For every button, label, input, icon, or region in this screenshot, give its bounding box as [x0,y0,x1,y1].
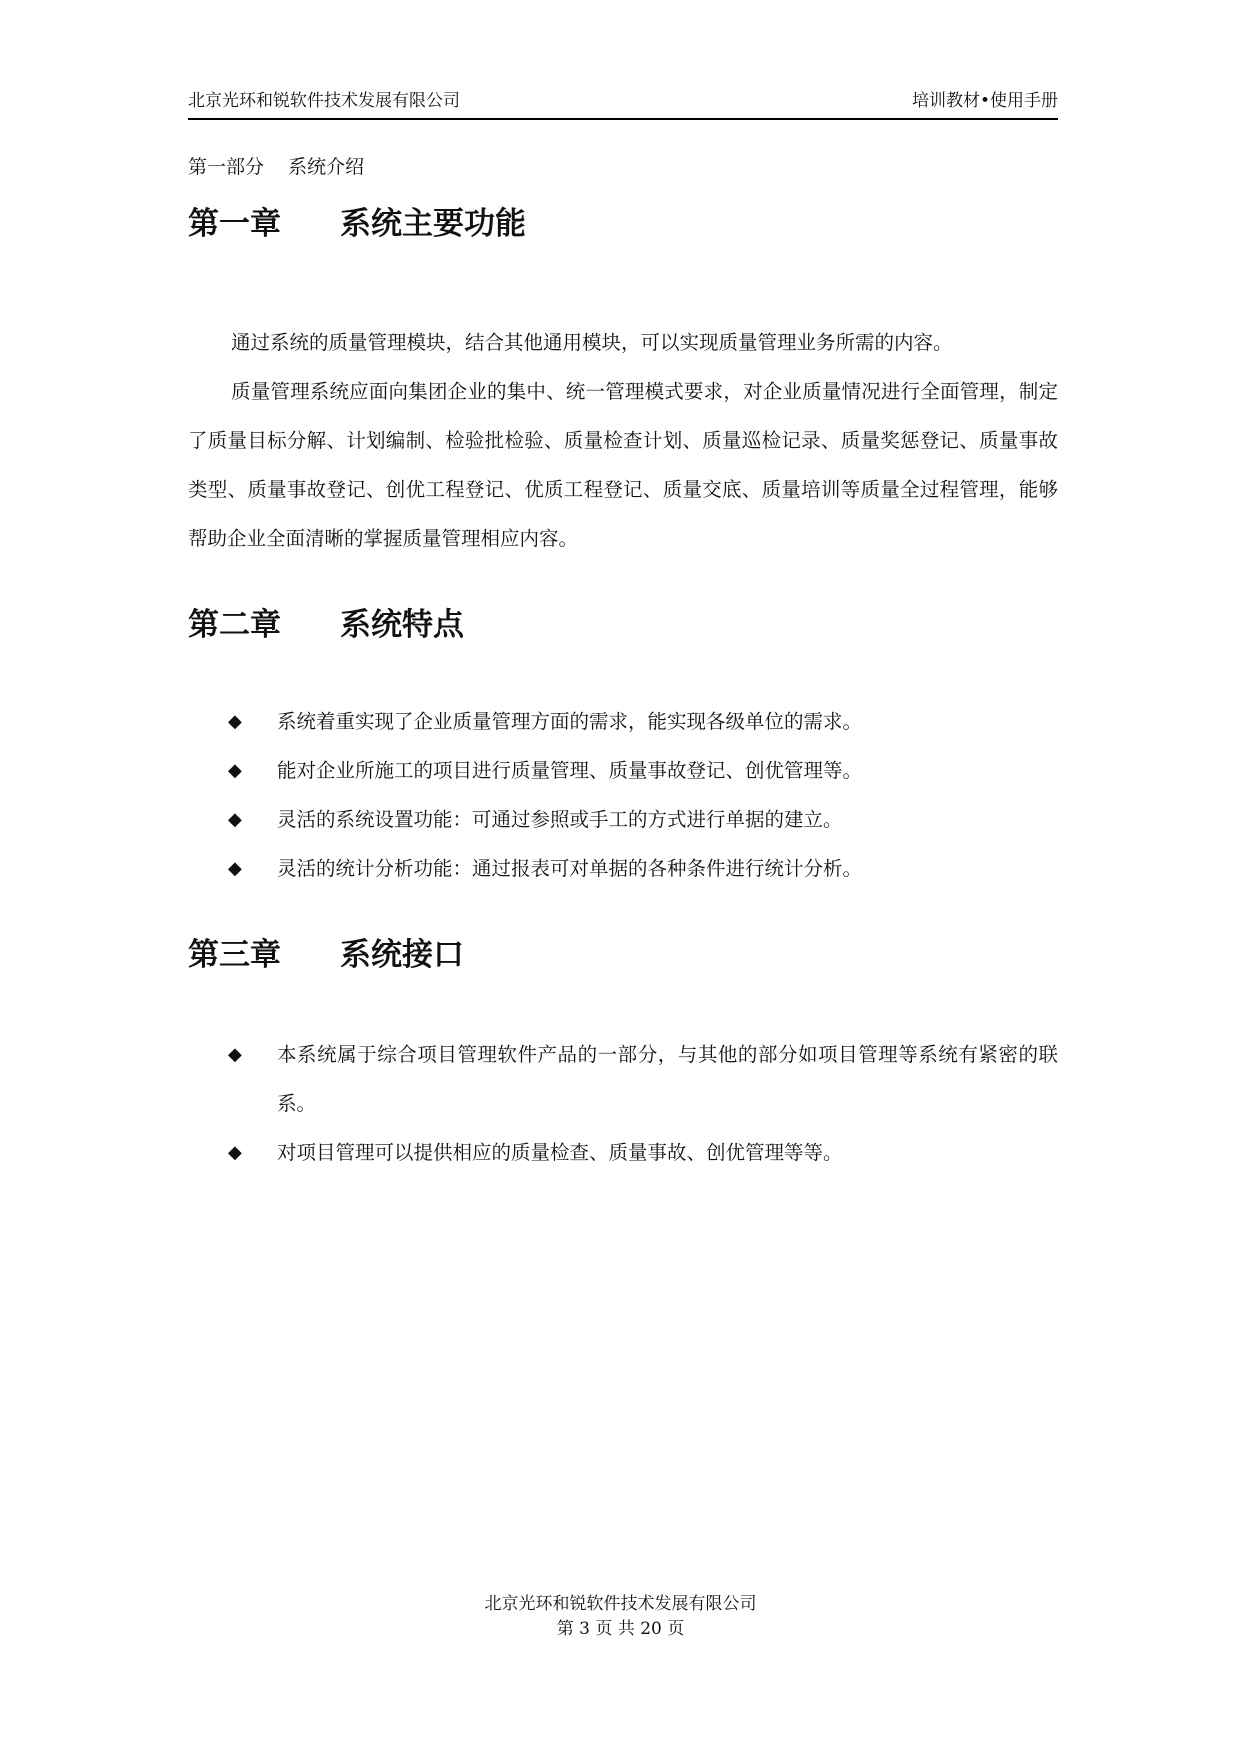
chapter-2-number: 第二章 [188,607,281,643]
bullet-text: 系统着重实现了企业质量管理方面的需求，能实现各级单位的需求。 [277,710,863,733]
part-title: 第一部分 系统介绍 [188,156,365,178]
chapter-3-bullet [228,1128,1058,1177]
bullet-text: 能对企业所施工的项目进行质量管理、质量事故登记、创优管理等。 [277,759,863,782]
chapter-2-bullet [228,697,1058,746]
page-header [188,86,1058,120]
chapter-2-heading [188,605,464,645]
bullet-text: 本系统属于综合项目管理软件产品的一部分，与其他的部分如项目管理等系统有紧密的联系。 [277,1043,1058,1115]
diamond-bullet-icon: ◆ [228,760,242,781]
chapter-1-heading [188,204,526,244]
header-company: 北京光环和锐软件技术发展有限公司 [188,91,460,111]
bullet-text: 灵活的系统设置功能：可通过参照或手工的方式进行单据的建立。 [277,808,843,831]
footer-page-number: 第 3 页 共 20 页 [556,1619,685,1639]
chapter-1-title: 系统主要功能 [340,206,526,242]
chapter-1-paragraph-1: 通过系统的质量管理模块，结合其他通用模块，可以实现质量管理业务所需的内容。 [231,331,953,354]
diamond-bullet-icon: ◆ [228,858,242,879]
chapter-3-number: 第三章 [188,937,281,973]
bullet-text: 对项目管理可以提供相应的质量检查、质量事故、创优管理等等。 [277,1141,843,1164]
chapter-2-bullet [228,746,1058,795]
chapter-3-heading [188,935,464,975]
chapter-3-title: 系统接口 [340,937,464,973]
header-doc-type: 培训教材•使用手册 [911,91,1058,111]
bullet-text: 灵活的统计分析功能：通过报表可对单据的各种条件进行统计分析。 [277,857,863,880]
diamond-bullet-icon: ◆ [228,711,242,732]
chapter-3-bullet [228,1030,1058,1128]
chapter-2-bullet [228,795,1058,844]
diamond-bullet-icon: ◆ [228,1044,242,1065]
chapter-2-bullet [228,844,1058,893]
chapter-1-paragraph-2: 质量管理系统应面向集团企业的集中、统一管理模式要求，对企业质量情况进行全面管理，制定了质量目标分解、计划编制、检验批检验、质量检查计划、质量巡检记录、质量奖惩登记、质量事故类型、质量事故登记、创优工程登记、优质工程登记、质量交底、质量培训等质量全过程管理，能够帮助企业全面清晰的掌握质量管理相应内容。 [188,380,1058,550]
footer-company: 北京光环和锐软件技术发展有限公司 [484,1594,757,1614]
chapter-1-number: 第一章 [188,206,281,242]
diamond-bullet-icon: ◆ [228,809,242,830]
chapter-2-title: 系统特点 [340,607,464,643]
diamond-bullet-icon: ◆ [228,1142,242,1163]
